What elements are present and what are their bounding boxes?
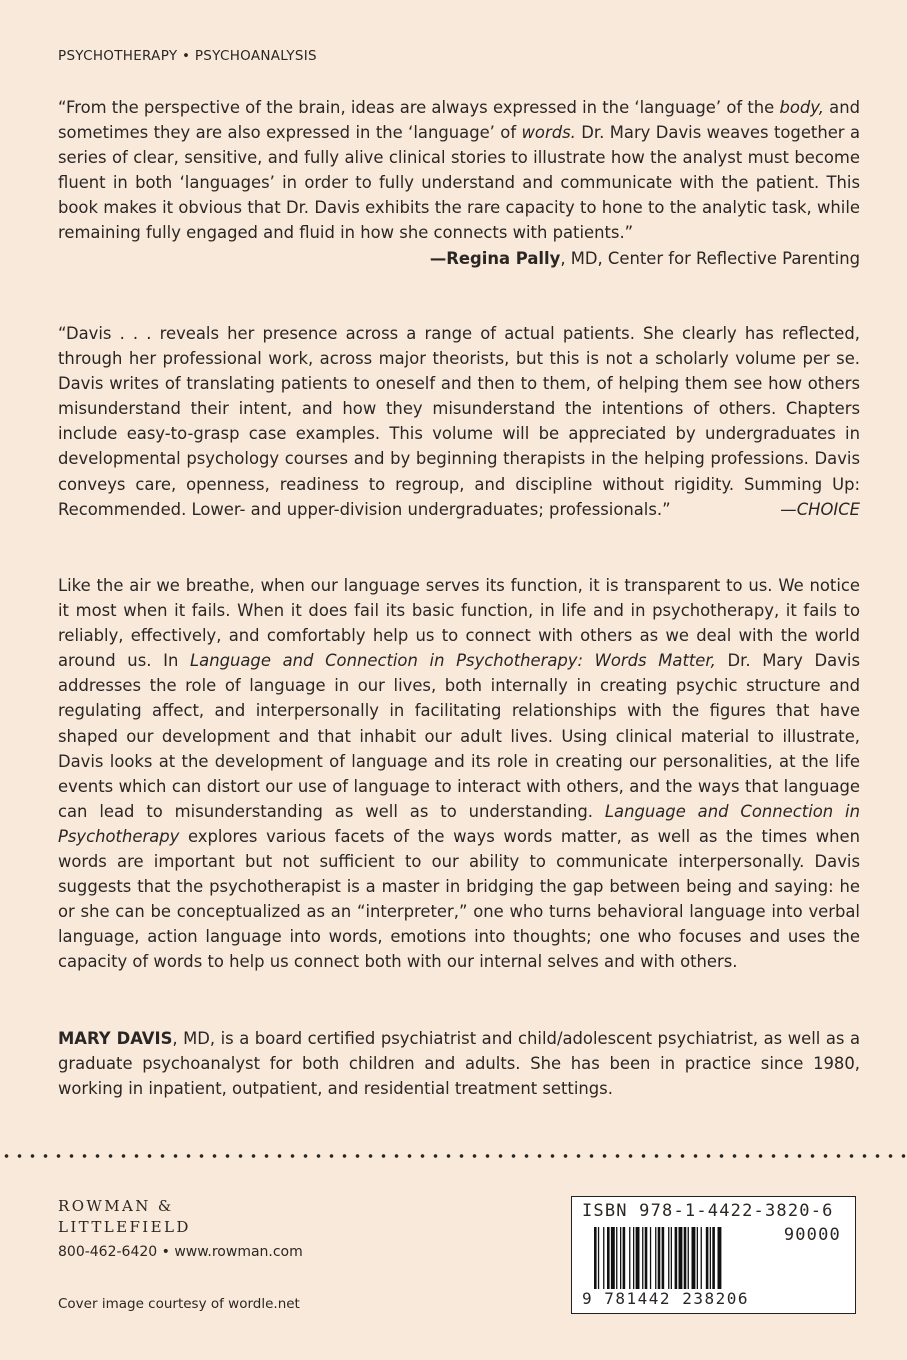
endorsement-pally [58, 95, 860, 271]
dotted-divider [0, 1153, 907, 1159]
category-label: PSYCHOTHERAPY • PSYCHOANALYSIS [58, 48, 317, 64]
cover-credit: Cover image courtesy of wordle.net [58, 1296, 300, 1312]
endorsement-choice [58, 321, 860, 522]
quote-text: “From the perspective of the brain, ideas are always expressed in the ‘language’ of the body, and sometimes they are also expressed in the ‘language’ of words. Dr. Mary Davis weaves together a series of clear, sensitive, and fully alive clinical stories to illustrate how the analyst must become fluent in both ‘languages’ in order to fully understand and communicate with the patient. This book makes it obvious that Dr. Davis exhibits the rare capacity to hone to the analytic task, while remaining fully engaged and fluid in how she connects with patients.” [58, 98, 860, 243]
isbn-label: ISBN 978-1-4422-3820-6 [582, 1201, 834, 1221]
author-bio: MARY DAVIS, MD, is a board certified psychiatrist and child/adolescent psychiatrist, as well as a graduate psychoanalyst for both children and adults. She has been in practice since 1980, working in inpatient, outpatient, and residential treatment settings. [58, 1029, 860, 1099]
quote-attribution: —Regina Pally, MD, Center for Reflective Parenting [429, 248, 860, 268]
barcode-digits: 9 781442 238206 [582, 1289, 749, 1308]
book-description: Like the air we breathe, when our language serves its function, it is transparent to us. We notice it most when it fails. When it does fail its basic function, in life and in psychotherapy, it fails to reliably, effectively, and comfortably help us to connect with others as we deal with the world around us. In Language and Connection in Psychotherapy: Words Matter, Dr. Mary Davis addresses the role of language in our lives, both internally in creating psychic structure and regulating affect, and interpersonally in facilitating relationships with the figures that have shaped our development and that inhabit our adult lives. Using clinical material to illustrate, Davis looks at the development of language and its role in creating our personalities, at the life events which can distort our use of language to interact with others, and the ways that language can lead to misunderstanding as well as to understanding. Language and Connection in Psychotherapy explores various facets of the ways words matter, as well as the times when words are important but not sufficient to our ability to communicate interpersonally. Davis suggests that the psychotherapist is a master in bridging the gap between being and saying: he or she can be conceptualized as an “interpreter,” one who turns behavioral language into verbal language, action language into words, emotions into thoughts; one who focuses and uses the capacity of words to help us connect both with our internal selves and with others. [58, 576, 861, 972]
isbn-barcode [571, 1196, 856, 1314]
author-name: MARY DAVIS [58, 1029, 173, 1048]
quote-attribution: —CHOICE [780, 499, 860, 519]
quote-text: “Davis . . . reveals her presence across a range of actual patients. She clearly has reflected, through her professional work, across major theorists, but this is not a scholarly volume per se. Davis writes of translating patients to oneself and then to them, of helping them see how others misunderstand their intent, and how they misunderstand the intentions of others. Chapters include easy-to-grasp case examples. This volume will be appreciated by undergraduates in developmental psychology courses and by beginning therapists in the helping professions. Davis conveys care, openness, readiness to regroup, and discipline without rigidity. Summing Up: Recommended. Lower- and upper-division undergraduates; professionals.” —CHOICE [58, 321, 860, 522]
publisher-logo: ROWMAN & LITTLEFIELD [58, 1197, 191, 1236]
barcode-bars [594, 1227, 764, 1289]
price-code: 90000 [783, 1225, 841, 1245]
publisher-contact: 800-462-6420 • www.rowman.com [58, 1244, 303, 1260]
